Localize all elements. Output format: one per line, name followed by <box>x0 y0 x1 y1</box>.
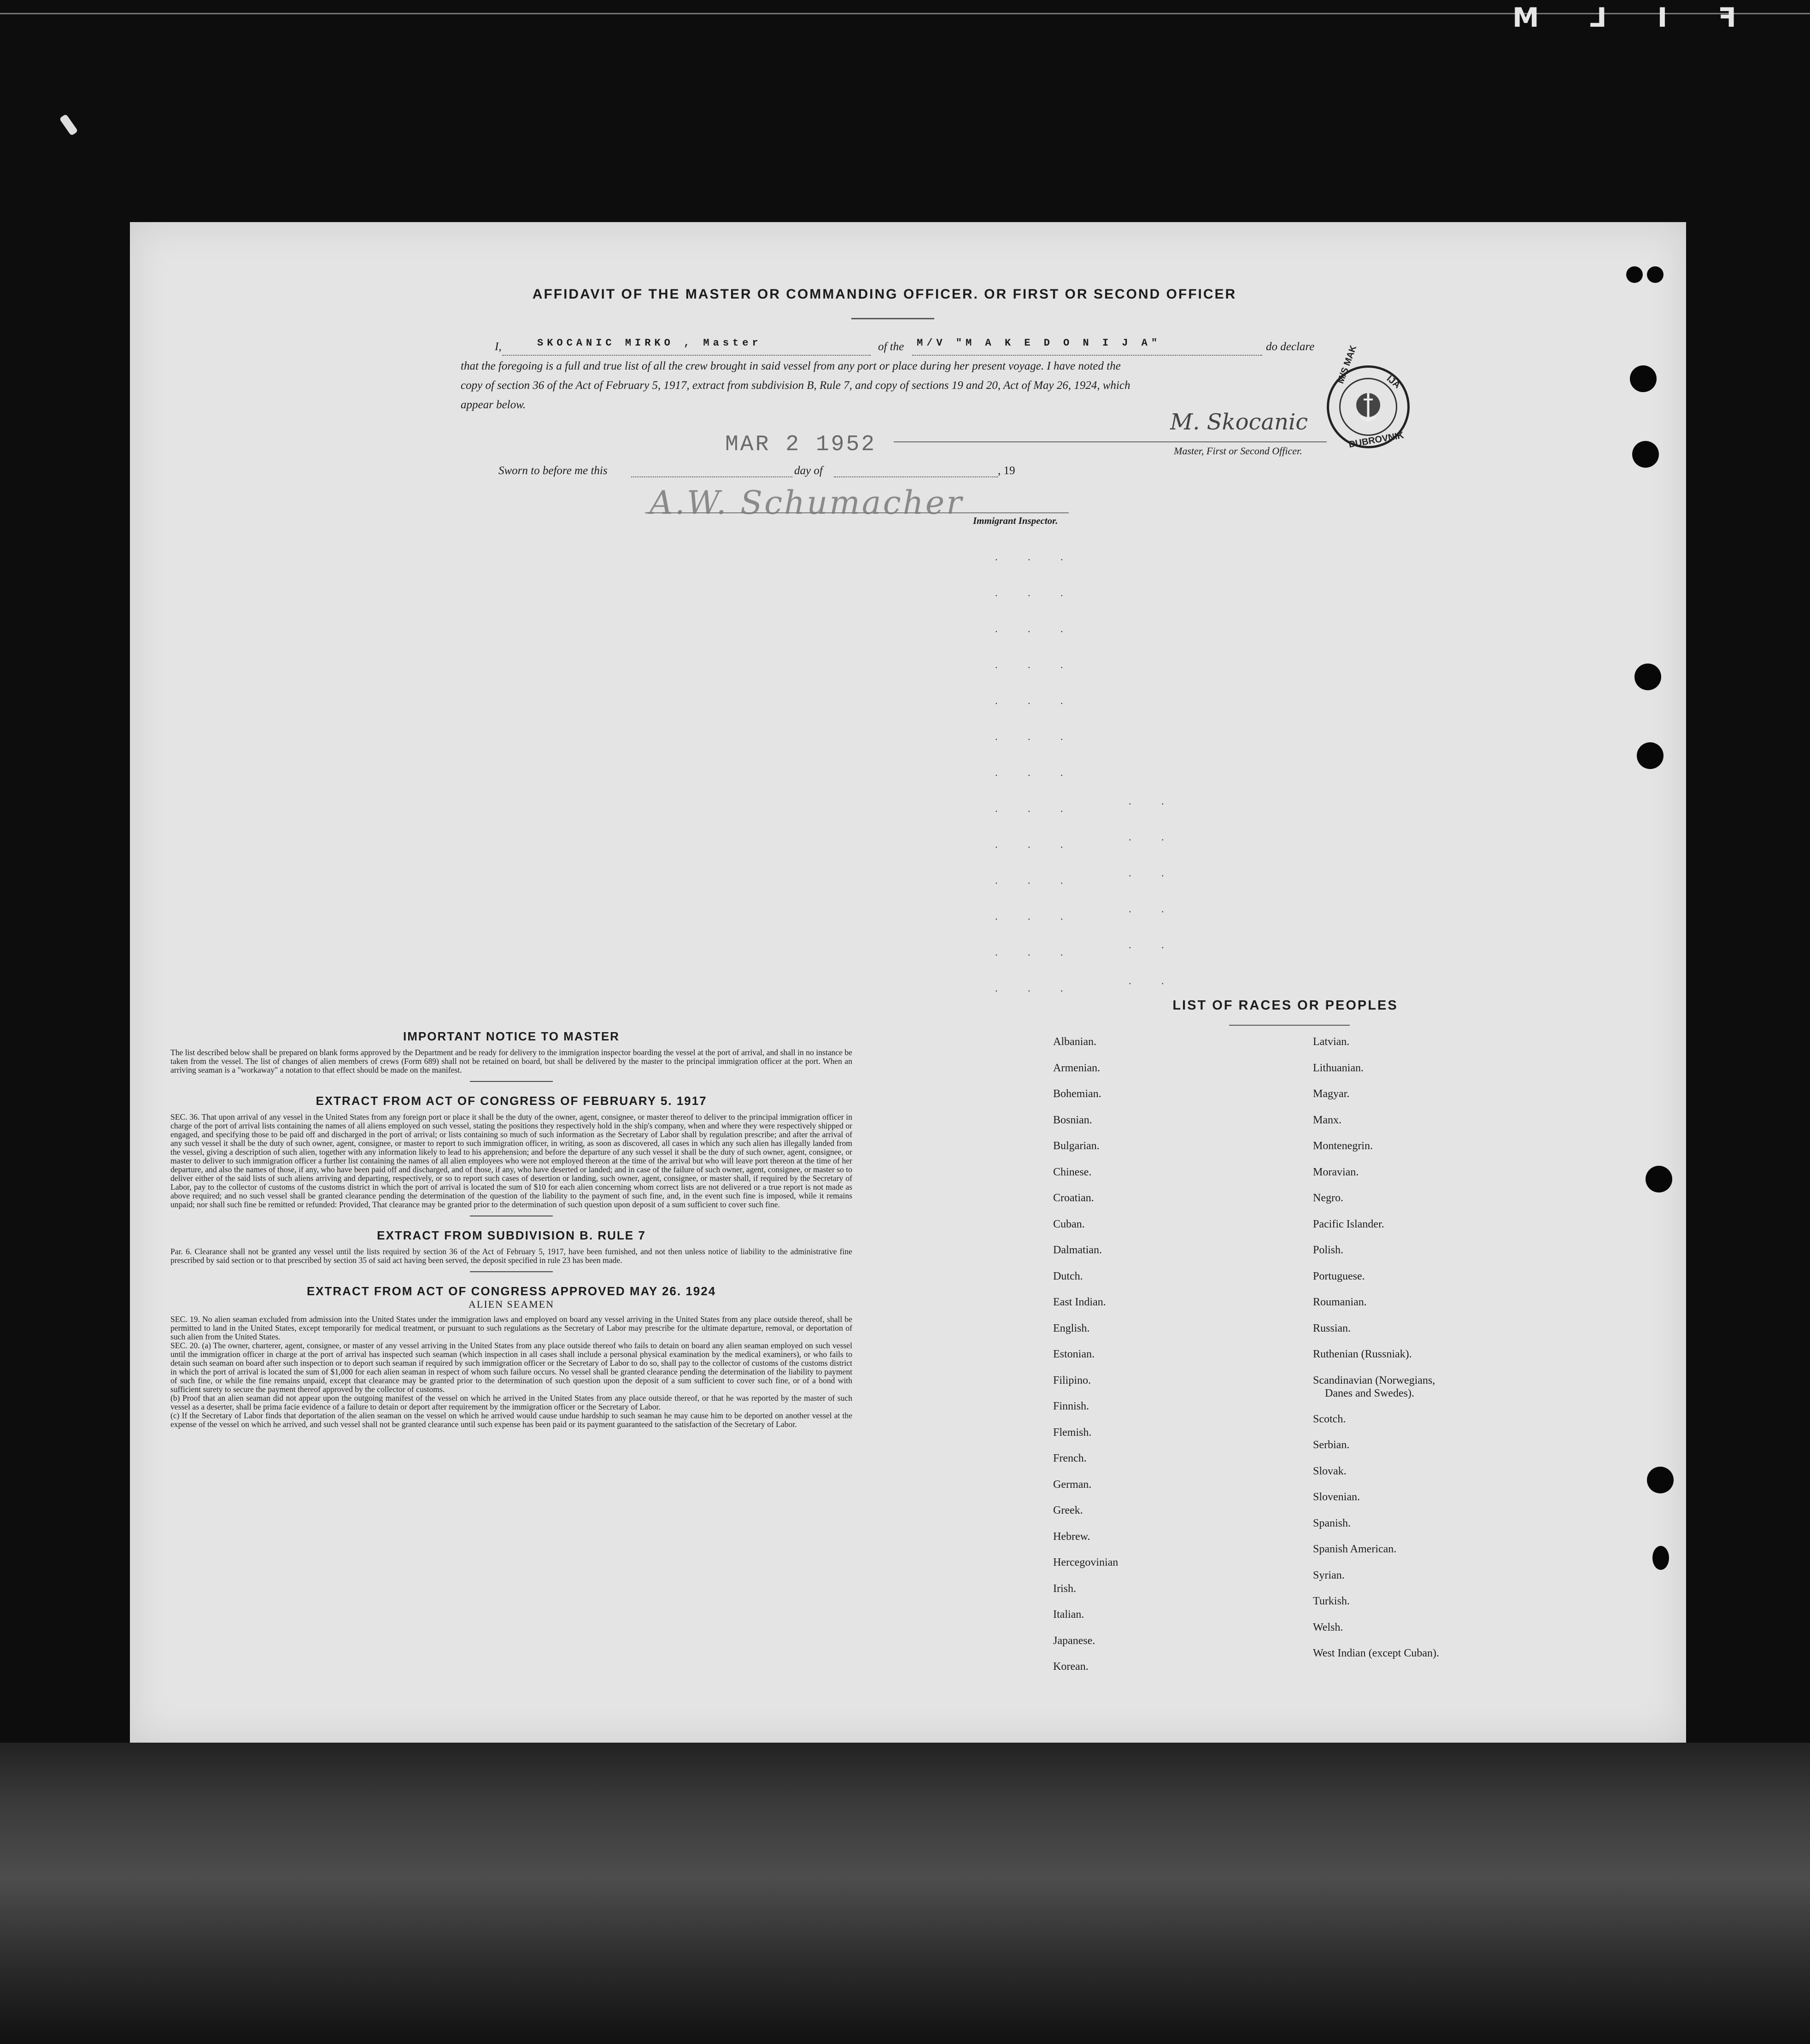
anchor-icon <box>1341 379 1396 435</box>
race-item: Greek. <box>1053 1504 1083 1516</box>
affidavit-line: copy of section 36 of the Act of February 5, 1917, extract from subdivision B, Rule 7, and copy of sections 19 and 20, Act of May 26, 1924, which <box>461 379 1131 392</box>
vessel-name: M/V "M A K E D O N I J A" <box>917 337 1161 349</box>
name-fill-line <box>502 355 871 356</box>
race-item: Russian. <box>1313 1322 1351 1334</box>
master-signature: M. Skocanic <box>1170 409 1308 435</box>
punch-hole <box>1634 664 1661 690</box>
race-item: Portuguese. <box>1313 1270 1365 1282</box>
race-item: West Indian (except Cuban). <box>1313 1647 1439 1659</box>
race-item: Manx. <box>1313 1114 1341 1126</box>
notice-column <box>170 1028 852 1429</box>
film-edge-mark: FILM <box>1462 2 1736 33</box>
do-declare-label: do declare <box>1266 341 1315 353</box>
race-item: Dutch. <box>1053 1270 1083 1282</box>
punch-hole <box>1637 742 1664 769</box>
month-fill-line <box>834 476 998 477</box>
ruled-dots: . . . . . . . . . . . . . . . . . . . . . . . . . . . . . . . . . . . . . . . <box>995 551 1077 994</box>
race-item: Japanese. <box>1053 1634 1095 1647</box>
signature-line <box>894 441 1327 442</box>
extract-1917-title: EXTRACT FROM ACT OF CONGRESS OF FEBRUARY 5. 1917 <box>316 1094 707 1108</box>
ruled-dots: . . . . . . . . . . . . <box>1129 795 1178 987</box>
punch-hole <box>1632 441 1659 468</box>
race-item: Magyar. <box>1313 1088 1350 1100</box>
race-item: Korean. <box>1053 1661 1089 1673</box>
notice-title: IMPORTANT NOTICE TO MASTER <box>403 1029 620 1043</box>
punch-hole <box>1626 266 1643 283</box>
seal-text-top: M/S MAK <box>1336 344 1359 385</box>
race-item: Hebrew. <box>1053 1530 1090 1543</box>
sec-19-text: SEC. 19. No alien seaman excluded from admission into the United States under the immigration laws and employed on board any vessel arriving in the United States from any place outside thereof, shall be permitted to land in the United States, except temporarily for medical treatment, or pursuant to such regulations as the Secretary of Labor may prescribe for the ultimate departure, removal, or deportation of such alien from the United States. <box>170 1315 852 1341</box>
extract-1917-text: SEC. 36. That upon arrival of any vessel in the United States from any foreign port or place it shall be the duty of the owner, agent, consignee, or master thereof to deliver to the principal immigration officer in charge of the port of arrival lists containing the names of all aliens employed on such vessel, stating the positions they respectively hold in the ship's company, when and where they were respectively shipped or engaged, and specifying those to be paid off and discharged in the port of arrival; or lists containing so much of such information as the Secretary of Labor shall by regulation prescribe; and after the arrival of any such vessel it shall be the duty of such owner, agent, consignee, or master to report to such immigration officer, in writing, as soon as discovered, all cases in which any such alien has illegally landed from the vessel, giving a description of such alien, together with any information likely to lead to his apprehension; and before the departure of any such vessel it shall be the duty of such owner, agent, consignee, or master to deliver to such immigration officer a further list containing the names of all alien employees who were not employed thereon at the time of the arrival but who will leave port thereon at the time of her departure, and also the names of those, if any, who have been paid off and discharged, and of those, if any, who have deserted or landed; and in case of the failure of such owner, agent, consignee, or master so to deliver either of the said lists of such aliens arriving and departing, respectively, or so to report such cases of desertion or landing, such owner, agent, consignee, or master shall, if required by the Secretary of Labor, pay to the collector of customs of the customs district in which the port of arrival is located the sum of $10 for each alien concerning whom correct lists are not delivered or a true report is not made as above required; and no such vessel shall be granted clearance pending the determination of the question of the liability to the payment of such fine, and, in the event such fine is imposed, while it remains unpaid; nor shall such fine be remitted or refunded: Provided, That clearance may be granted prior to the determination of such question upon deposit of a sum sufficient to cover such fine. <box>170 1112 852 1209</box>
race-item: Polish. <box>1313 1244 1344 1256</box>
inspector-signature: A.W. Schumacher <box>650 484 964 522</box>
notice-text: The list described below shall be prepared on blank forms approved by the Department and be ready for delivery to the immigration inspector boarding the vessel at the port of arrival, and shall in no instance be taken from the vessel. The list of changes of alien members of crews (Form 689) shall not be retained on board, but shall be delivered by the master to the principal immigration officer at the port. When an arriving seaman is a "workaway" a notation to that effect should be made on the manifest. <box>170 1048 852 1075</box>
race-item: Dalmatian. <box>1053 1244 1102 1256</box>
film-scratch <box>59 114 78 136</box>
race-item: Bulgarian. <box>1053 1140 1100 1152</box>
race-item: Filipino. <box>1053 1374 1091 1386</box>
rule-7-text: Par. 6. Clearance shall not be granted any vessel until the lists required by section 36 of the Act of February 5, 1917, have been furnished, and not then unless notice of liability to the administrative fine prescribed by said section or to that prescribed by section 35 of said act having been served, the deposit specified in rule 23 has been made. <box>170 1247 852 1265</box>
sec-20b-text: (b) Proof that an alien seaman did not appear upon the outgoing manifest of the vessel on which he arrived in the United States from any place outside thereof, or that he was reported by the master of such vessel as a deserter, shall be prima facie evidence of a failure to detain or deport after requirement by the immigration officer or the Secretary of Labor. <box>170 1393 852 1411</box>
race-item: Slovenian. <box>1313 1491 1360 1503</box>
race-item: Estonian. <box>1053 1348 1095 1360</box>
race-item: Pacific Islander. <box>1313 1218 1384 1230</box>
document-page <box>130 222 1686 1743</box>
race-item: Italian. <box>1053 1609 1084 1621</box>
race-item: Montenegrin. <box>1313 1140 1373 1152</box>
race-item: Scotch. <box>1313 1413 1346 1425</box>
punch-hole <box>1630 365 1657 392</box>
seal-text-right: IJA <box>1384 373 1402 391</box>
i-label: I, <box>495 341 502 353</box>
race-item: Danes and Swedes). <box>1325 1387 1414 1399</box>
race-item: Moravian. <box>1313 1166 1359 1178</box>
seal-text-bottom: DUBROVNIK <box>1347 430 1405 450</box>
race-item: Bohemian. <box>1053 1088 1101 1100</box>
races-divider <box>1229 1025 1350 1026</box>
affidavit-body <box>461 337 1327 415</box>
race-item: English. <box>1053 1322 1090 1334</box>
master-caption: Master, First or Second Officer. <box>1174 445 1302 457</box>
race-item: Serbian. <box>1313 1439 1350 1451</box>
day-of-label: day of <box>794 464 823 477</box>
sec-20c-text: (c) If the Secretary of Labor finds that deportation of the alien seaman on the vessel on which he arrived would cause undue hardship to such seaman he may cause him to be deported on another vessel at the expense of the vessel on which he arrived, and such vessel shall not be granted clearance until such expense has been paid or its payment guaranteed to the satisfaction of the Secretary of Labor. <box>170 1411 852 1429</box>
inspector-line <box>645 512 1069 513</box>
race-item: Ruthenian (Russniak). <box>1313 1348 1412 1360</box>
races-right-column <box>1313 1036 1439 1674</box>
race-item: Slovak. <box>1313 1465 1347 1477</box>
race-item: Scandinavian (Norwegians, <box>1313 1374 1435 1386</box>
extract-1924-subtitle: ALIEN SEAMEN <box>469 1298 554 1310</box>
of-the-label: of the <box>878 341 904 353</box>
race-item: Roumanian. <box>1313 1296 1367 1308</box>
day-fill-line <box>631 476 792 477</box>
sec-20a-text: SEC. 20. (a) The owner, charterer, agent, consignee, or master of any vessel arriving in the United States from any place outside thereof who fails to detain on board any alien seaman employed on such vessel until the immigration officer in charge at the port of arrival has inspected such seaman (which inspection in all cases shall include a personal physical examination by the medical examiners), or who fails to detain such seaman on board after such inspection or to deport such seaman if required by such immigration officer or the Secretary of Labor to do so, shall pay to the collector of customs of the customs district in which the port of arrival is located the sum of $1,000 for each alien seaman in respect of whom such failure occurs. No vessel shall be granted clearance pending the determination of the liability to payment of such fine, or while the fine remains unpaid, except that clearance may be granted prior to the determination of such question upon the deposit of a sum sufficient to cover such fine, or of a bond with sufficient surety to secure the payment thereof approved by the collector of customs. <box>170 1341 852 1394</box>
ship-seal <box>1327 344 1410 450</box>
race-item: Turkish. <box>1313 1595 1350 1607</box>
master-name: SKOCANIC MIRKO , Master <box>537 337 762 349</box>
races-left-column <box>1053 1036 1118 1687</box>
race-item: Flemish. <box>1053 1426 1092 1439</box>
section-divider <box>470 1271 553 1272</box>
punch-hole <box>1652 1546 1669 1570</box>
affidavit-title: AFFIDAVIT OF THE MASTER OR COMMANDING OFFICER. OR FIRST OR SECOND OFFICER <box>532 287 1237 302</box>
rule-7-title: EXTRACT FROM SUBDIVISION B. RULE 7 <box>377 1228 646 1242</box>
extract-1924-title: EXTRACT FROM ACT OF CONGRESS APPROVED MAY 26. 1924 <box>306 1284 716 1298</box>
race-item: Bosnian. <box>1053 1114 1092 1126</box>
race-item: Hercegovinian <box>1053 1556 1119 1568</box>
sworn-label: Sworn to before me this <box>498 464 608 477</box>
punch-hole <box>1646 1166 1672 1192</box>
race-item: Chinese. <box>1053 1166 1092 1178</box>
title-divider <box>851 318 934 319</box>
film-background <box>0 1743 1810 2044</box>
section-divider <box>470 1081 553 1082</box>
seal-inner-ring <box>1339 378 1397 436</box>
race-item: Finnish. <box>1053 1400 1090 1412</box>
race-item: Irish. <box>1053 1582 1076 1595</box>
races-title: LIST OF RACES OR PEOPLES <box>1172 998 1398 1013</box>
race-item: Spanish. <box>1313 1517 1351 1529</box>
race-item: Spanish American. <box>1313 1543 1397 1555</box>
race-item: Latvian. <box>1313 1036 1350 1048</box>
race-item: French. <box>1053 1452 1087 1464</box>
race-item: German. <box>1053 1478 1092 1491</box>
inspector-caption: Immigrant Inspector. <box>973 515 1058 526</box>
race-item: Syrian. <box>1313 1569 1345 1581</box>
race-item: Lithuanian. <box>1313 1062 1364 1074</box>
race-item: Cuban. <box>1053 1218 1085 1230</box>
race-item: Welsh. <box>1313 1621 1343 1633</box>
race-item: Negro. <box>1313 1192 1343 1204</box>
affidavit-line: that the foregoing is a full and true list of all the crew brought in said vessel from any port or place during her present voyage. I have noted the <box>461 360 1121 372</box>
punch-hole <box>1647 1467 1674 1493</box>
race-item: East Indian. <box>1053 1296 1106 1308</box>
year-label: , 19 <box>998 464 1015 477</box>
affidavit-line: appear below. <box>461 399 526 411</box>
vessel-fill-line <box>912 355 1262 356</box>
race-item: Croatian. <box>1053 1192 1094 1204</box>
race-item: Armenian. <box>1053 1062 1100 1074</box>
date-stamp: MAR 2 1952 <box>725 432 877 457</box>
race-item: Albanian. <box>1053 1036 1096 1048</box>
punch-hole <box>1647 266 1664 283</box>
